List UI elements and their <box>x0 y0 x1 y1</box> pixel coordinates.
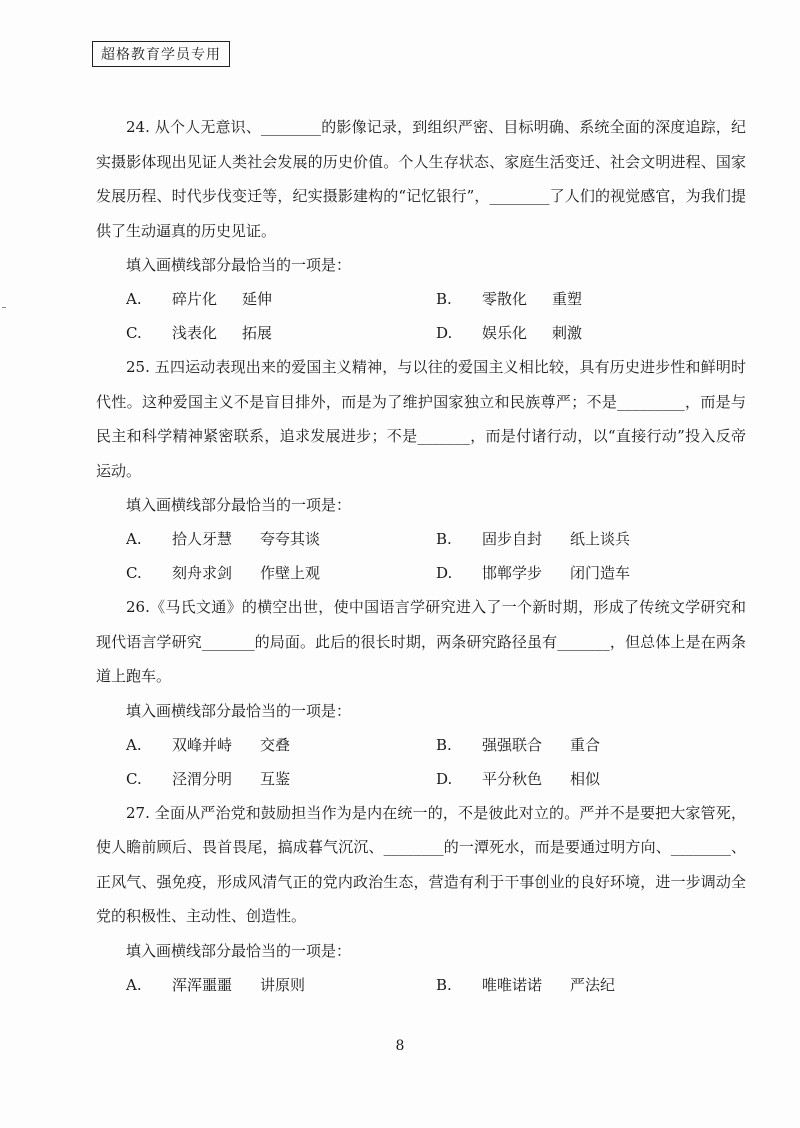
question-24 <box>96 110 746 350</box>
option-c[interactable] <box>126 762 436 796</box>
option-a[interactable] <box>126 728 436 762</box>
margin-mark <box>2 307 6 308</box>
option-word-2: 延伸 <box>242 290 273 308</box>
option-word-1: 浑浑噩噩 <box>172 975 233 994</box>
question-27 <box>96 796 746 1002</box>
option-word-2: 严法纪 <box>570 975 616 994</box>
option-word-1: 浅表化 <box>172 324 218 342</box>
option-c[interactable] <box>126 556 436 590</box>
option-word-1: 碎片化 <box>172 290 218 308</box>
option-letter: D. <box>436 324 453 342</box>
header-label: 超格教育学员专用 <box>92 41 230 67</box>
option-word-1: 邯郸学步 <box>482 564 543 582</box>
option-letter: B. <box>436 530 452 548</box>
option-word-1: 娱乐化 <box>482 324 528 342</box>
question-prompt: 填入画横线部分最恰当的一项是： <box>126 941 352 960</box>
options-row <box>96 316 746 350</box>
option-letter: C. <box>126 769 142 788</box>
option-word-1: 强强联合 <box>482 735 543 754</box>
option-word-2: 重塑 <box>552 290 583 308</box>
questions-container <box>96 110 746 1002</box>
question-prompt: 填入画横线部分最恰当的一项是： <box>126 256 352 274</box>
options-row <box>96 522 746 556</box>
option-word-2: 相似 <box>570 769 601 788</box>
option-a[interactable] <box>126 522 436 556</box>
question-text: 24. 从个人无意识、________的影像记录，到组织严密、目标明确、系统全面的深度追踪，纪实摄影体现出见证人类社会发展的历史价值。个人生存状态、家庭生活变迁、社会文明进程、国家发展历程、时代步伐变迁等，纪实摄影建构的“记忆银行”，________了人们的视觉感官，为我们提供了生动逼真的历史见证。 <box>96 118 746 240</box>
option-word-1: 刻舟求剑 <box>172 564 233 582</box>
option-b[interactable] <box>436 728 746 762</box>
question-prompt: 填入画横线部分最恰当的一项是： <box>126 701 352 720</box>
option-b[interactable] <box>436 282 746 316</box>
option-letter: C. <box>126 324 142 342</box>
option-word-2: 互鉴 <box>260 769 291 788</box>
option-word-2: 交叠 <box>260 735 291 754</box>
option-word-2: 重合 <box>570 735 601 754</box>
option-word-2: 纸上谈兵 <box>570 530 631 548</box>
question-prompt: 填入画横线部分最恰当的一项是： <box>126 496 352 514</box>
option-b[interactable] <box>436 968 746 1002</box>
option-word-2: 夸夸其谈 <box>260 530 321 548</box>
option-word-2: 拓展 <box>242 324 273 342</box>
option-word-1: 双峰并峙 <box>172 735 233 754</box>
option-b[interactable] <box>436 522 746 556</box>
option-letter: D. <box>436 564 453 582</box>
option-letter: B. <box>436 735 452 754</box>
option-letter: C. <box>126 564 142 582</box>
question-text: 25. 五四运动表现出来的爱国主义精神，与以往的爱国主义相比较，具有历史进步性和鲜明时代性。这种爱国主义不是盲目排外，而是为了维护国家独立和民族尊严；不是_________，而是与民主和科学精神紧密联系，追求发展进步；不是_______，而是付诸行动，以“直接行动”投入反帝运动。 <box>96 358 746 480</box>
options-row <box>96 728 746 762</box>
option-word-1: 唯唯诺诺 <box>482 975 543 994</box>
options-row <box>96 762 746 796</box>
question-text: 27. 全面从严治党和鼓励担当作为是内在统一的，不是彼此对立的。严并不是要把大家管死，使人瞻前顾后、畏首畏尾，搞成暮气沉沉、________的一潭死水，而是要通过明方向、________、正风气、强免疫，形成风清气正的党内政治生态，营造有利于干事创业的良好环境，进一步调动全党的积极性、主动性、创造性。 <box>96 803 746 925</box>
question-26 <box>96 590 746 796</box>
option-word-2: 讲原则 <box>260 975 306 994</box>
option-word-2: 刺激 <box>552 324 583 342</box>
option-d[interactable] <box>436 316 746 350</box>
option-a[interactable] <box>126 968 436 1002</box>
option-letter: B. <box>436 975 452 994</box>
option-letter: A. <box>126 290 142 308</box>
options-row <box>96 556 746 590</box>
option-a[interactable] <box>126 282 436 316</box>
option-word-2: 作壁上观 <box>260 564 321 582</box>
page-number: 8 <box>395 1038 405 1054</box>
option-d[interactable] <box>436 556 746 590</box>
option-word-1: 零散化 <box>482 290 528 308</box>
option-word-1: 固步自封 <box>482 530 543 548</box>
option-letter: A. <box>126 530 142 548</box>
option-word-1: 拾人牙慧 <box>172 530 233 548</box>
option-c[interactable] <box>126 316 436 350</box>
option-letter: D. <box>436 769 453 788</box>
option-word-1: 泾渭分明 <box>172 769 233 788</box>
question-25 <box>96 350 746 590</box>
option-word-2: 闭门造车 <box>570 564 631 582</box>
options-row <box>96 282 746 316</box>
option-d[interactable] <box>436 762 746 796</box>
option-letter: A. <box>126 975 142 994</box>
option-word-1: 平分秋色 <box>482 769 543 788</box>
options-row <box>96 968 746 1002</box>
option-letter: A. <box>126 735 142 754</box>
option-letter: B. <box>436 290 452 308</box>
question-text: 26.《马氏文通》的横空出世，使中国语言学研究进入了一个新时期，形成了传统文学研究和现代语言学研究_______的局面。此后的很长时期，两条研究路径虽有_______，但总体上是在两条道上跑车。 <box>96 598 746 685</box>
